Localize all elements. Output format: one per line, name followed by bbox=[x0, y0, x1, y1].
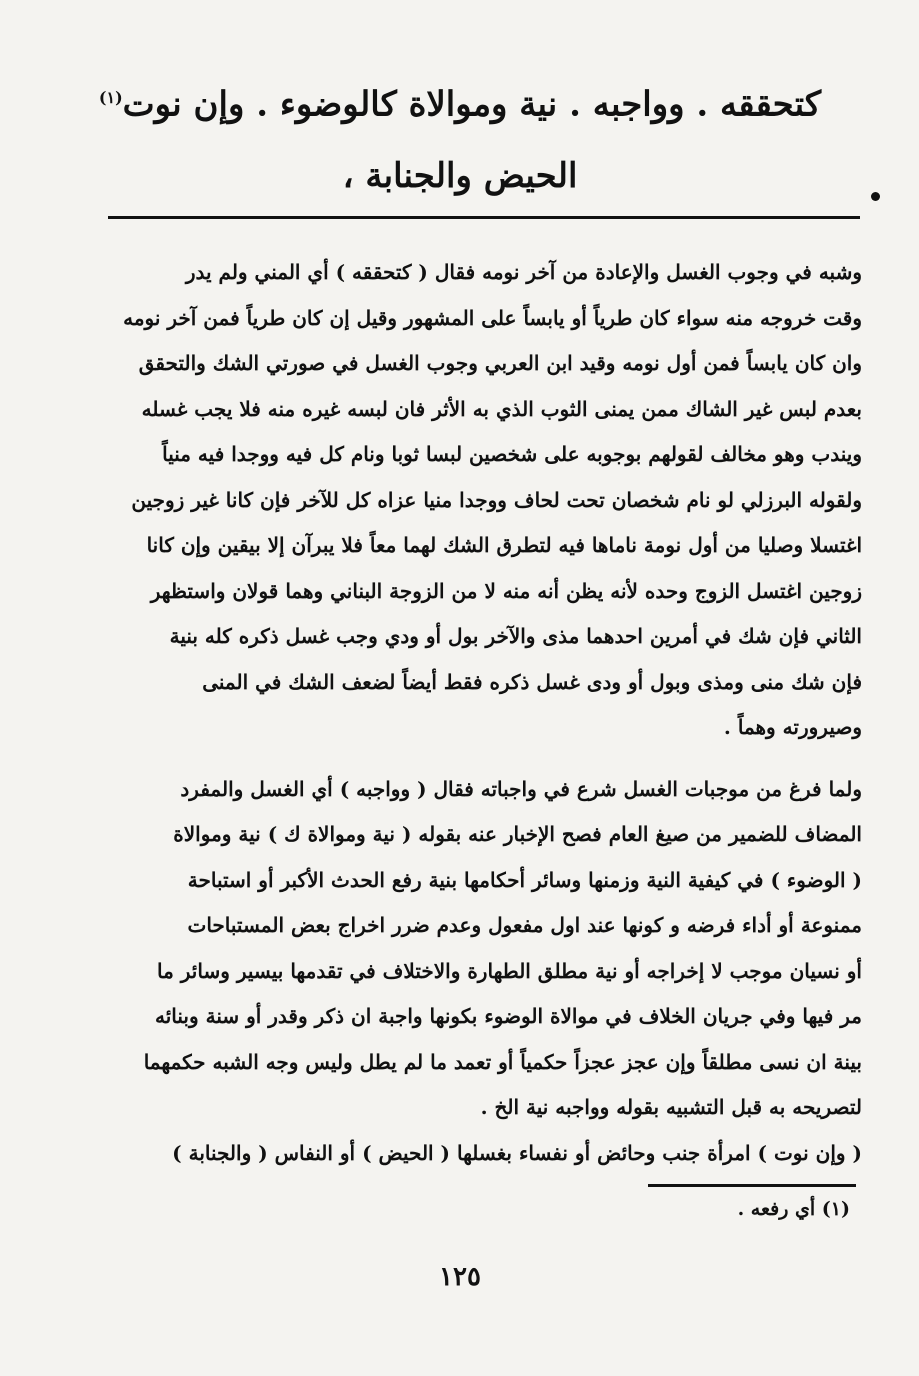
heading-line-2: الحيض والجنابة ، bbox=[342, 156, 578, 197]
body-line: مر فيها وفي جريان الخلاف في موالاة الوضوء بكونها واجبة ان ذكر وقدر أو سنة وبنائه bbox=[155, 1004, 862, 1028]
footnote-rule bbox=[648, 1184, 856, 1187]
paragraph-gap bbox=[100, 751, 862, 767]
body-line: المضاف للضمير من صيغ العام فصح الإخبار عنه بقوله ( نية وموالاة ك ) نية وموالاة bbox=[173, 822, 862, 846]
commentary-body bbox=[100, 250, 862, 1176]
body-line: وقت خروجه منه سواء كان طرياً أو يابساً على المشهور وقيل إن كان طرياً فمن آخر نومه bbox=[123, 305, 862, 330]
body-line: ( الوضوء ) في كيفية النية وزمنها وسائر أحكامها بنية رفع الحدث الأكبر أو استباحة bbox=[187, 867, 862, 892]
body-line: ولقوله البرزلي لو نام شخصان تحت لحاف ووجدا منيا عزاه كل للآخر فإن كانا غير زوجين bbox=[131, 487, 862, 512]
heading-line-1-text: كتحققه . وواجبه . نية وموالاة كالوضوء . وإن نوت bbox=[122, 84, 822, 125]
body-line: ممنوعة أو أداء فرضه و كونها عند اول مفعول وعدم ضرر اخراج بعض المستباحات bbox=[187, 913, 862, 937]
body-line: ولما فرغ من موجبات الغسل شرع في واجباته فقال ( وواجبه ) أي الغسل والمفرد bbox=[180, 776, 862, 801]
heading-line-1 bbox=[60, 62, 860, 140]
body-line: لتصريحه به قبل التشبيه بقوله وواجبه نية الخ . bbox=[480, 1095, 862, 1119]
body-line: ويندب وهو مخالف لقولهم بوجوبه على شخصين لبسا ثوبا ونام كل فيه ووجدا فيه منياً bbox=[162, 442, 862, 466]
body-line: وان كان يابساً فمن أول نومه وقيد ابن العربي وجوب الغسل في صورتي الشك والتحقق bbox=[138, 351, 862, 375]
body-line: أو نسيان موجب لا إخراجه أو نية مطلق الطهارة والاختلاف في تقدمها بيسير وسائر ما bbox=[157, 958, 862, 983]
body-line: زوجين اغتسل الزوج وحده لأنه يظن أنه منه لا من الزوجة البناني وهما قولان واستظهر bbox=[150, 578, 862, 603]
body-line: وصيرورته وهماً . bbox=[723, 715, 862, 739]
body-line: اغتسلا وصليا من أول نومة ناماها فيه لتطرق الشك لهما معاً فلا يبرآن إلا بيقين وإن كانا bbox=[146, 533, 862, 557]
body-line: الثاني فإن شك في أمرين احدهما مذى والآخر بول أو ودي وجب غسل ذكره كله بنية bbox=[169, 624, 862, 648]
footnote-marker: (١) bbox=[98, 88, 123, 107]
body-line: بينة ان نسى مطلقاً وإن عجز عجزاً حكمياً أو تعمد ما لم يطل وليس وجه الشبه حكمهما bbox=[143, 1049, 862, 1074]
heading-rule bbox=[108, 216, 860, 219]
body-line: فإن شك منى ومذى وبول أو ودى غسل ذكره فقط أيضاً لضعف الشك في المنى bbox=[202, 669, 862, 694]
footnote: (١) أي رفعه . bbox=[737, 1198, 850, 1220]
margin-dot bbox=[871, 192, 880, 201]
page-number: ١٢٥ bbox=[439, 1262, 481, 1292]
body-line: وشبه في وجوب الغسل والإعادة من آخر نومه فقال ( كتحققه ) أي المني ولم يدر bbox=[185, 260, 862, 284]
body-line: ( وإن نوت ) امرأة جنب وحائض أو نفساء بغسلها ( الحيض ) أو النفاس ( والجنابة ) bbox=[172, 1140, 862, 1165]
body-line: بعدم لبس غير الشاك ممن يمنى الثوب الذي به الأثر فان لبسه غيره منه فلا يجب غسله bbox=[141, 396, 862, 421]
section-heading bbox=[60, 62, 860, 212]
